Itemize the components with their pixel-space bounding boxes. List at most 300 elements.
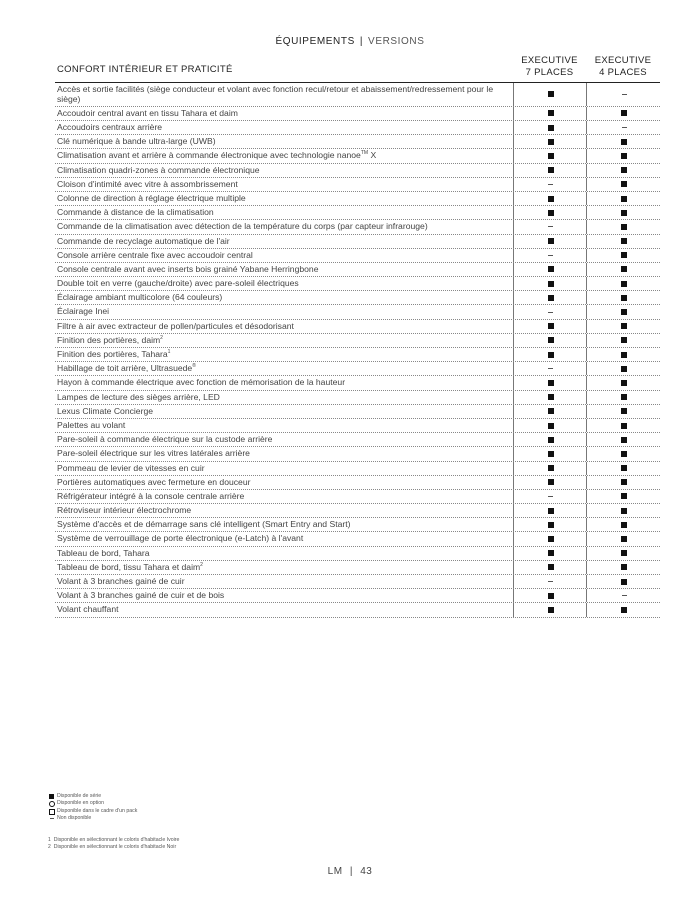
footnote-marker: 2 — [200, 561, 203, 568]
table-row — [55, 334, 660, 348]
dash-icon — [622, 595, 627, 596]
row-label-text: Accoudoir central avant en tissu Tahara et daim — [57, 107, 238, 118]
availability-cell — [513, 447, 587, 460]
column-header-line: 4 PLACES — [599, 67, 647, 78]
filled-square-icon — [621, 110, 627, 116]
footnote-text: Disponible en sélectionnant le coloris d'habitacle Noir — [53, 844, 177, 851]
filled-square-icon — [621, 366, 627, 372]
availability-cell — [513, 419, 587, 432]
row-label-text: Habillage de toit arrière, Ultrasuede — [57, 363, 193, 374]
filled-square-icon — [548, 139, 554, 145]
table-row — [55, 235, 660, 249]
header-separator: | — [359, 36, 364, 47]
table-row — [55, 362, 660, 376]
availability-cell — [513, 178, 587, 191]
filled-square-icon — [548, 266, 554, 272]
filled-square-icon — [621, 550, 627, 556]
filled-square-icon — [621, 564, 627, 570]
table-row — [55, 107, 660, 121]
filled-square-icon — [548, 408, 554, 414]
filled-square-icon — [548, 153, 554, 159]
filled-square-icon — [621, 139, 627, 145]
row-label — [55, 419, 497, 431]
filled-square-icon — [621, 238, 627, 244]
table-header — [55, 52, 660, 83]
row-label — [55, 575, 497, 587]
row-label-text: Console arrière centrale fixe avec accoudoir central — [57, 249, 253, 260]
row-label — [55, 277, 497, 289]
availability-cell — [513, 83, 587, 106]
filled-square-icon — [621, 522, 627, 528]
availability-cell — [586, 447, 661, 460]
filled-square-icon — [548, 394, 554, 400]
filled-square-icon — [621, 323, 627, 329]
column-header-line: 7 PLACES — [525, 67, 574, 78]
availability-cell — [513, 561, 587, 574]
row-label — [55, 249, 497, 261]
availability-cell — [586, 192, 661, 205]
filled-square-icon — [548, 593, 554, 599]
availability-cell — [513, 504, 587, 517]
filled-square-icon — [548, 423, 554, 429]
availability-cell — [586, 263, 661, 276]
row-label — [55, 107, 497, 119]
legend — [48, 793, 137, 823]
filled-square-icon — [621, 252, 627, 258]
filled-square-icon — [621, 437, 627, 443]
filled-square-icon — [621, 423, 627, 429]
availability-cell — [513, 291, 587, 304]
footnote-marker: ® — [192, 363, 196, 370]
dash-icon — [548, 312, 553, 313]
filled-square-icon — [548, 110, 554, 116]
equipment-table — [55, 52, 660, 618]
availability-cell — [586, 532, 661, 545]
filled-square-icon — [621, 337, 627, 343]
dash-icon — [48, 818, 55, 819]
availability-cell — [513, 320, 587, 333]
filled-square-icon — [48, 794, 55, 799]
filled-square-icon — [621, 181, 627, 187]
filled-square-icon — [621, 281, 627, 287]
legend-text: Non disponible — [57, 815, 92, 822]
filled-square-icon — [548, 508, 554, 514]
row-label — [55, 305, 497, 317]
availability-cell — [586, 575, 661, 588]
row-label-text: Colonne de direction à réglage électrique multiple — [57, 192, 246, 203]
filled-square-icon — [621, 536, 627, 542]
row-label — [55, 220, 497, 232]
row-label — [55, 135, 497, 147]
availability-cell — [586, 547, 661, 560]
availability-cell — [586, 305, 661, 318]
availability-cell — [586, 220, 661, 233]
availability-cell — [513, 391, 587, 404]
row-label — [55, 561, 497, 573]
availability-cell — [513, 376, 587, 389]
filled-square-icon — [621, 508, 627, 514]
row-label — [55, 348, 497, 360]
availability-cell — [586, 391, 661, 404]
filled-square-icon — [548, 323, 554, 329]
page-number: 43 — [360, 866, 373, 877]
row-label-text: Éclairage Inei — [57, 306, 110, 317]
availability-cell — [513, 462, 587, 475]
table-row — [55, 547, 660, 561]
row-label-text: Lampes de lecture des sièges arrière, LED — [57, 391, 220, 402]
row-label-text: Volant chauffant — [57, 604, 119, 615]
filled-square-icon — [621, 408, 627, 414]
row-label-text: Console centrale avant avec inserts bois grainé Yabane Herringbone — [57, 263, 319, 274]
row-label — [55, 334, 497, 346]
filled-square-icon — [548, 295, 554, 301]
availability-cell — [513, 362, 587, 375]
footnote-number: 2 — [48, 844, 51, 851]
page-footer — [0, 866, 700, 877]
availability-cell — [513, 547, 587, 560]
availability-cell — [586, 206, 661, 219]
row-label-text: Commande de recyclage automatique de l'air — [57, 235, 230, 246]
availability-cell — [513, 476, 587, 489]
availability-cell — [586, 277, 661, 290]
row-label-text: Système d'accès et de démarrage sans clé intelligent (Smart Entry and Start) — [57, 519, 351, 530]
availability-cell — [586, 320, 661, 333]
availability-cell — [513, 405, 587, 418]
filled-square-icon — [548, 451, 554, 457]
row-label — [55, 391, 497, 403]
availability-cell — [586, 149, 661, 162]
availability-cell — [513, 490, 587, 503]
row-label-text: Palettes au volant — [57, 419, 126, 430]
table-row — [55, 391, 660, 405]
footnote-marker: 2 — [160, 334, 163, 341]
row-label-text: Filtre à air avec extracteur de pollen/particules et désodorisant — [57, 320, 294, 331]
legend-item — [48, 800, 137, 807]
row-label — [55, 206, 497, 218]
filled-square-icon — [548, 522, 554, 528]
row-label — [55, 603, 497, 615]
availability-cell — [513, 518, 587, 531]
filled-square-icon — [621, 394, 627, 400]
availability-cell — [586, 164, 661, 177]
legend-item — [48, 815, 137, 822]
row-label — [55, 532, 497, 544]
row-label — [55, 447, 497, 459]
availability-cell — [586, 376, 661, 389]
row-label-text: Portières automatiques avec fermeture en douceur — [57, 476, 251, 487]
filled-square-icon — [621, 153, 627, 159]
row-label-text: Accoudoirs centraux arrière — [57, 122, 163, 132]
availability-cell — [586, 135, 661, 148]
table-row — [55, 263, 660, 277]
availability-cell — [586, 348, 661, 361]
row-label — [55, 476, 497, 488]
table-row — [55, 305, 660, 319]
row-label-text: Cloison d'intimité avec vitre à assombrissement — [57, 178, 238, 189]
availability-cell — [513, 192, 587, 205]
table-row — [55, 462, 660, 476]
table-body — [55, 83, 660, 618]
filled-square-icon — [548, 536, 554, 542]
filled-square-icon — [621, 309, 627, 315]
filled-square-icon — [621, 579, 627, 585]
filled-square-icon — [621, 210, 627, 216]
row-label — [55, 490, 497, 502]
row-label-text: Système de verrouillage de porte électronique (e-Latch) à l'avant — [57, 533, 304, 544]
dash-icon — [622, 94, 627, 95]
legend-item — [48, 793, 137, 800]
filled-square-icon — [621, 295, 627, 301]
availability-cell — [513, 263, 587, 276]
table-row — [55, 561, 660, 575]
dash-icon — [548, 496, 553, 497]
filled-square-icon — [548, 550, 554, 556]
row-label-text: Climatisation avant et arrière à commande électronique avec technologie nanoe — [57, 150, 361, 161]
dash-icon — [548, 581, 553, 582]
footnote-number: 1 — [48, 837, 51, 843]
table-row — [55, 518, 660, 532]
availability-cell — [513, 348, 587, 361]
row-label — [55, 362, 497, 374]
footnotes — [48, 837, 179, 852]
availability-cell — [586, 249, 661, 262]
availability-cell — [586, 603, 661, 616]
row-label — [55, 83, 497, 106]
column-header-line: EXECUTIVE — [521, 55, 578, 66]
table-row — [55, 575, 660, 589]
table-row — [55, 192, 660, 206]
row-label-text: Pare-soleil électrique sur les vitres latérales arrière — [57, 448, 250, 459]
availability-cell — [586, 362, 661, 375]
table-row — [55, 220, 660, 234]
dash-icon — [548, 184, 553, 185]
dash-icon — [548, 255, 553, 256]
row-label — [55, 433, 497, 445]
table-row — [55, 603, 660, 617]
table-row — [55, 589, 660, 603]
filled-square-icon — [548, 337, 554, 343]
availability-cell — [586, 419, 661, 432]
availability-cell — [513, 149, 587, 162]
table-row — [55, 206, 660, 220]
row-label-text: Climatisation quadri-zones à commande électronique — [57, 164, 260, 175]
availability-cell — [586, 589, 661, 602]
filled-square-icon — [548, 352, 554, 358]
dash-icon — [622, 127, 627, 128]
table-row — [55, 249, 660, 263]
outlined-square-icon — [48, 809, 55, 815]
filled-square-icon — [548, 479, 554, 485]
table-row — [55, 149, 660, 163]
availability-cell — [586, 476, 661, 489]
row-label — [55, 589, 497, 601]
table-row — [55, 277, 660, 291]
row-label-text: Tableau de bord, Tahara — [57, 547, 150, 558]
availability-cell — [586, 178, 661, 191]
availability-cell — [513, 277, 587, 290]
table-row — [55, 320, 660, 334]
table-row — [55, 348, 660, 362]
filled-square-icon — [548, 465, 554, 471]
row-label — [55, 504, 497, 516]
row-label — [55, 235, 497, 247]
table-row — [55, 121, 660, 135]
footnote — [48, 844, 179, 851]
availability-cell — [513, 220, 587, 233]
row-label-text: Commande à distance de la climatisation — [57, 207, 214, 218]
availability-cell — [586, 405, 661, 418]
availability-cell — [513, 334, 587, 347]
availability-cell — [513, 164, 587, 177]
filled-square-icon — [621, 352, 627, 358]
row-label-text: Tableau de bord, tissu Tahara et daim — [57, 561, 201, 572]
filled-square-icon — [621, 380, 627, 386]
table-row — [55, 83, 660, 107]
availability-cell — [586, 561, 661, 574]
row-label-text: Finition des portières, daim — [57, 334, 161, 345]
row-label — [55, 462, 497, 474]
filled-square-icon — [548, 196, 554, 202]
page-header — [0, 36, 700, 47]
availability-cell — [586, 121, 661, 134]
availability-cell — [586, 504, 661, 517]
filled-square-icon — [621, 266, 627, 272]
availability-cell — [586, 291, 661, 304]
row-label — [55, 178, 497, 190]
filled-square-icon — [621, 493, 627, 499]
filled-square-icon — [621, 224, 627, 230]
table-row — [55, 490, 660, 504]
row-label-text: Volant à 3 branches gainé de cuir — [57, 576, 185, 586]
availability-cell — [513, 135, 587, 148]
row-label-text: Volant à 3 branches gainé de cuir et de bois — [57, 590, 225, 601]
legend-text: Disponible de série — [57, 793, 102, 799]
table-row — [55, 532, 660, 546]
filled-square-icon — [621, 451, 627, 457]
filled-square-icon — [548, 91, 554, 97]
circle-icon — [48, 801, 55, 807]
availability-cell — [586, 83, 661, 106]
row-label-text: Pommeau de levier de vitesses en cuir — [57, 462, 205, 473]
header-versions: VERSIONS — [368, 36, 425, 47]
availability-cell — [513, 121, 587, 134]
filled-square-icon — [548, 238, 554, 244]
footnote-marker: 1 — [167, 349, 171, 355]
availability-cell — [513, 433, 587, 446]
availability-cell — [513, 206, 587, 219]
row-label-text: Pare-soleil à commande électrique sur la custode arrière — [57, 434, 273, 445]
column-header-executive-4 — [586, 55, 660, 79]
row-label-text: Accès et sortie facilités (siège conducteur et volant avec fonction recul/retour et abaissement/redressement pour le siège) — [57, 84, 494, 105]
filled-square-icon — [548, 437, 554, 443]
table-row — [55, 291, 660, 305]
row-label-text: Clé numérique à bande ultra-large (UWB) — [57, 136, 216, 147]
row-label — [55, 291, 497, 303]
legend-text: Disponible dans le cadre d'un pack — [57, 807, 138, 814]
table-row — [55, 178, 660, 192]
availability-cell — [586, 433, 661, 446]
header-equipements: ÉQUIPEMENTS — [275, 36, 355, 47]
availability-cell — [513, 107, 587, 120]
legend-text: Disponible en option — [57, 800, 105, 807]
row-label-text: Réfrigérateur intégré à la console centrale arrière — [57, 490, 245, 501]
row-label — [55, 164, 497, 176]
availability-cell — [586, 490, 661, 503]
filled-square-icon — [621, 607, 627, 613]
table-row — [55, 405, 660, 419]
table-row — [55, 504, 660, 518]
table-row — [55, 419, 660, 433]
filled-square-icon — [548, 167, 554, 173]
footnote — [48, 837, 179, 844]
row-label — [55, 518, 497, 530]
availability-cell — [513, 589, 587, 602]
table-row — [55, 135, 660, 149]
filled-square-icon — [548, 125, 554, 131]
footer-separator: | — [349, 866, 353, 877]
table-row — [55, 164, 660, 178]
column-header-executive-7 — [513, 55, 586, 79]
table-row — [55, 476, 660, 490]
row-label — [55, 547, 497, 559]
row-label-text: Éclairage ambiant multicolore (64 couleurs) — [57, 292, 223, 303]
availability-cell — [513, 235, 587, 248]
footnote-text: Disponible en sélectionnant le coloris d'habitacle Ivoire — [53, 837, 180, 843]
availability-cell — [586, 518, 661, 531]
availability-cell — [513, 532, 587, 545]
filled-square-icon — [621, 196, 627, 202]
filled-square-icon — [548, 607, 554, 613]
filled-square-icon — [548, 281, 554, 287]
row-label — [55, 149, 497, 161]
filled-square-icon — [548, 380, 554, 386]
availability-cell — [586, 334, 661, 347]
dash-icon — [548, 226, 553, 227]
availability-cell — [586, 107, 661, 120]
availability-cell — [586, 235, 661, 248]
row-label-text: Rétroviseur intérieur électrochrome — [57, 505, 192, 516]
section-title: CONFORT INTÉRIEUR ET PRATICITÉ — [57, 64, 233, 75]
legend-item — [48, 808, 137, 815]
row-label — [55, 121, 497, 133]
availability-cell — [513, 575, 587, 588]
availability-cell — [513, 603, 587, 616]
row-label-text: Commande de la climatisation avec détection de la température du corps (par capteur infrarouge) — [57, 221, 428, 232]
row-label — [55, 192, 497, 204]
filled-square-icon — [621, 167, 627, 173]
column-header-line: EXECUTIVE — [594, 55, 652, 66]
row-label-text: Lexus Climate Concierge — [57, 405, 154, 416]
dash-icon — [548, 368, 553, 369]
row-label-text: Finition des portières, Tahara — [57, 349, 168, 359]
row-label — [55, 376, 497, 388]
table-row — [55, 376, 660, 390]
filled-square-icon — [621, 479, 627, 485]
row-label-text: Double toit en verre (gauche/droite) avec pare-soleil électriques — [57, 278, 299, 289]
row-label — [55, 320, 497, 332]
filled-square-icon — [548, 564, 554, 570]
row-label — [55, 263, 497, 275]
footnote-marker: TM — [360, 150, 369, 157]
filled-square-icon — [548, 210, 554, 216]
footer-model: LM — [327, 866, 343, 877]
availability-cell — [513, 305, 587, 318]
filled-square-icon — [621, 465, 627, 471]
availability-cell — [513, 249, 587, 262]
row-label-text: Hayon à commande électrique avec fonction de mémorisation de la hauteur — [57, 377, 346, 388]
table-row — [55, 447, 660, 461]
row-label-suffix: X — [368, 150, 377, 161]
